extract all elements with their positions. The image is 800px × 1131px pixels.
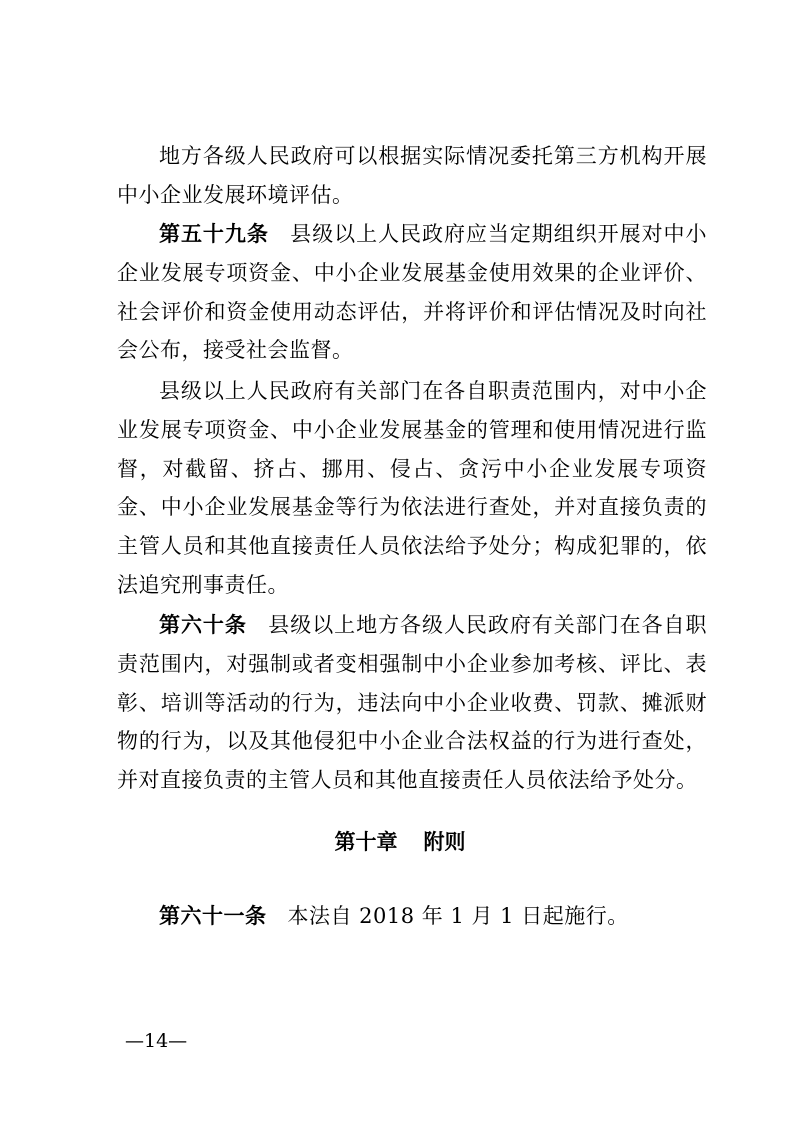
- chapter-name: 附则: [423, 830, 466, 854]
- article-61-text: 本法自 2018 年 1 月 1 日起施行。: [287, 904, 629, 928]
- paragraph-text: 地方各级人民政府可以根据实际情况委托第三方机构开展中小企业发展环境评估。: [117, 144, 707, 207]
- article-60-text: 县级以上地方各级人民政府有关部门在各自职责范围内，对强制或者变相强制中小企业参加考核、评比、表彰、培训等活动的行为，违法向中小企业收费、罚款、摊派财物的行为，以及其他侵犯中小企业合法权益的行为进行查处，并对直接负责的主管人员和其他直接责任人员依法给予处分。: [117, 613, 708, 793]
- article-59: [117, 215, 707, 370]
- article-61: [117, 897, 707, 936]
- page-number: —14—: [125, 1030, 188, 1052]
- chapter-number: 第十章: [334, 830, 398, 854]
- chapter-heading: [0, 826, 800, 856]
- paragraph-text: 县级以上人民政府有关部门在各自职责范围内，对中小企业发展专项资金、中小企业发展基金的管理和使用情况进行监督，对截留、挤占、挪用、侵占、贪污中小企业发展专项资金、中小企业发展基金等行为依法进行查处，并对直接负责的主管人员和其他直接责任人员依法给予处分；构成犯罪的，依法追究刑事责任。: [117, 379, 707, 597]
- article-59-text: 县级以上人民政府应当定期组织开展对中小企业发展专项资金、中小企业发展基金使用效果的企业评价、社会评价和资金使用动态评估，并将评价和评估情况及时向社会公布，接受社会监督。: [117, 222, 708, 363]
- article-60-title: 第六十条: [159, 613, 247, 637]
- article-61-title: 第六十一条: [159, 904, 267, 928]
- paragraph-third-party-assessment: [117, 137, 707, 215]
- article-60: [117, 606, 707, 800]
- article-59-title: 第五十九条: [159, 222, 269, 246]
- paragraph-supervision: [117, 372, 707, 605]
